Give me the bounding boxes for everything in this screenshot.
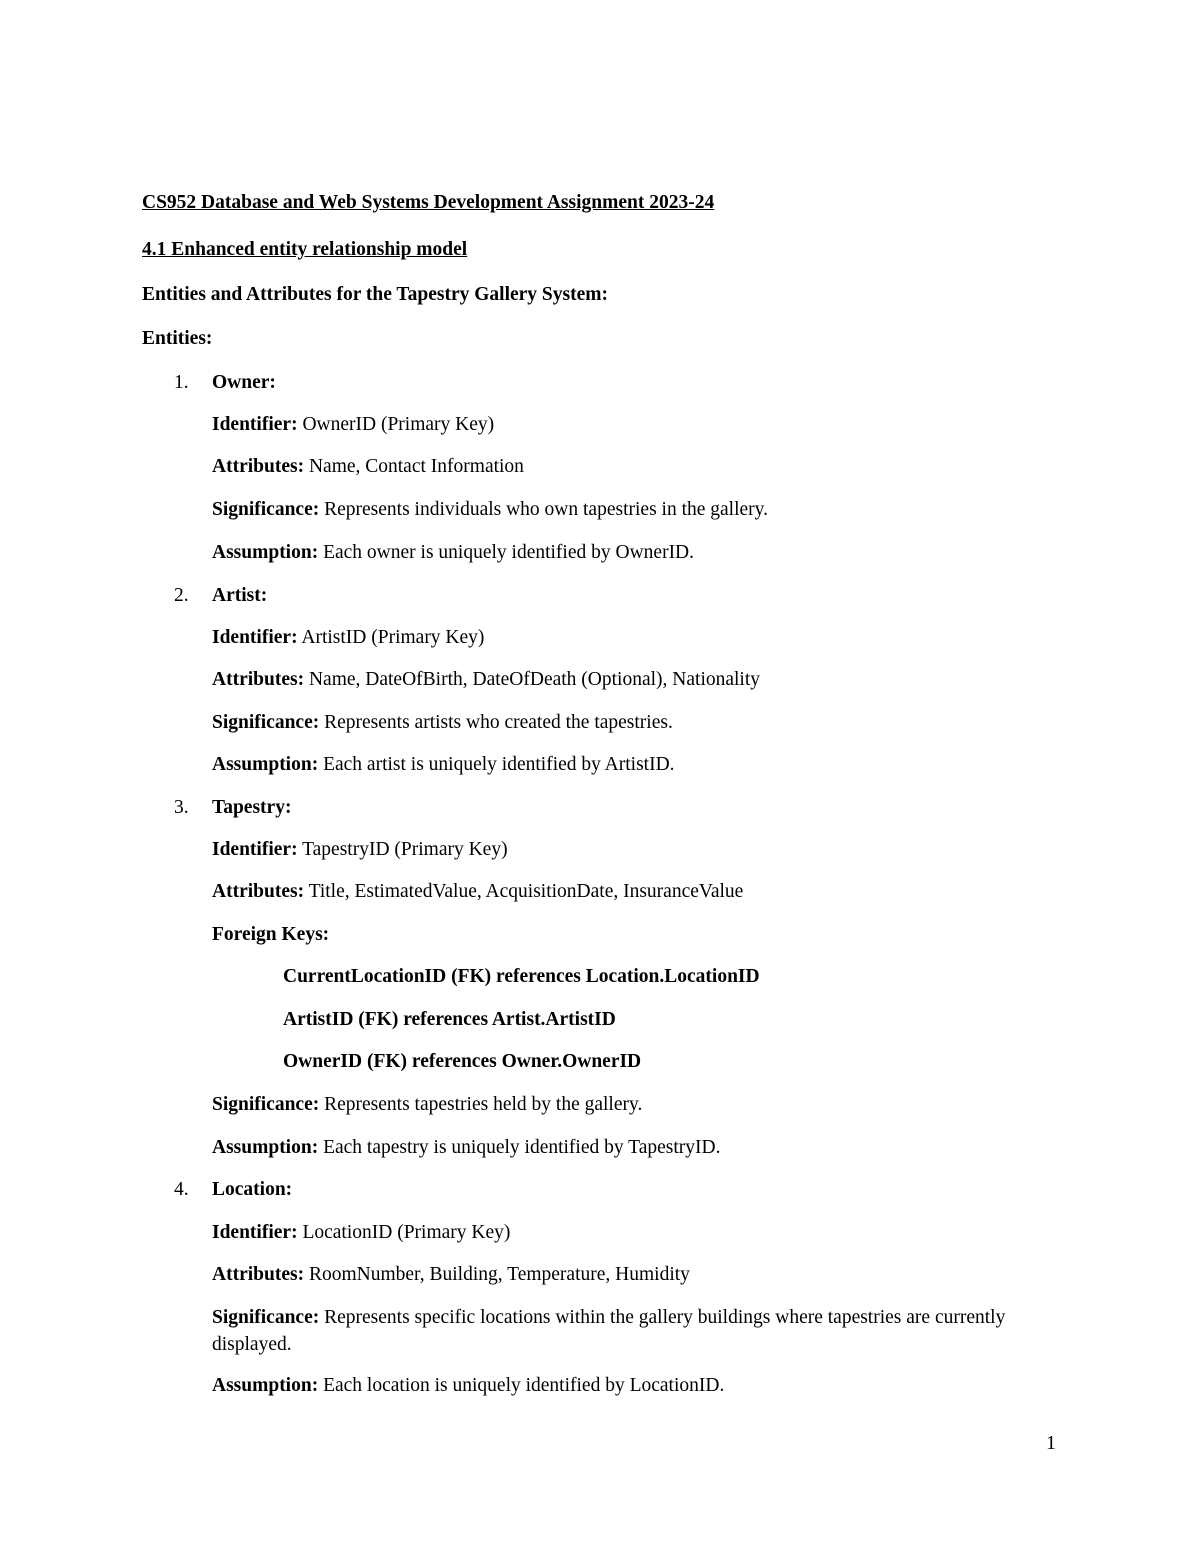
tapestry-assumption-value: Each tapestry is uniquely identified by TapestryID.	[323, 1137, 721, 1158]
owner-identifier-value: OwnerID (Primary Key)	[302, 414, 495, 435]
tapestry-identifier-value: TapestryID (Primary Key)	[302, 839, 508, 860]
artist-assumption	[212, 753, 675, 777]
assumption-label: Assumption:	[212, 754, 319, 775]
attributes-label: Attributes:	[212, 881, 305, 902]
location-identifier-value: LocationID (Primary Key)	[302, 1222, 511, 1243]
foreign-key-item: OwnerID (FK) references Owner.OwnerID	[283, 1051, 642, 1072]
owner-assumption	[212, 541, 694, 565]
tapestry-assumption	[212, 1136, 720, 1160]
significance-label: Significance:	[212, 1307, 320, 1328]
location-attributes	[212, 1263, 690, 1287]
attributes-label: Attributes:	[212, 669, 305, 690]
attributes-label: Attributes:	[212, 1264, 305, 1285]
owner-significance-value: Represents individuals who own tapestries in the gallery.	[324, 499, 769, 520]
list-number: 4.	[174, 1179, 189, 1200]
significance-label: Significance:	[212, 712, 320, 733]
location-significance-value: Represents specific locations within the gallery buildings where tapestries are currently displayed.	[212, 1307, 1006, 1355]
tapestry-significance	[212, 1093, 642, 1117]
tapestry-attributes	[212, 880, 743, 904]
document-title: CS952 Database and Web Systems Development Assignment 2023-24	[142, 192, 715, 213]
artist-identifier	[212, 626, 484, 650]
owner-significance	[212, 498, 768, 522]
assumption-label: Assumption:	[212, 542, 319, 563]
foreign-key-item: CurrentLocationID (FK) references Location.LocationID	[283, 966, 760, 987]
list-number: 1.	[174, 372, 189, 393]
location-attributes-value: RoomNumber, Building, Temperature, Humidity	[308, 1264, 690, 1285]
subheading: Entities and Attributes for the Tapestry Gallery System:	[142, 284, 609, 305]
entities-label: Entities:	[142, 328, 213, 349]
page-number: 1	[1046, 1432, 1056, 1454]
tapestry-significance-value: Represents tapestries held by the gallery.	[324, 1094, 643, 1115]
artist-identifier-value: ArtistID (Primary Key)	[301, 627, 485, 648]
owner-attributes-value: Name, Contact Information	[308, 456, 524, 477]
location-significance	[212, 1304, 1032, 1358]
entity-name-tapestry: Tapestry:	[212, 797, 292, 818]
identifier-label: Identifier:	[212, 839, 298, 860]
entity-name-location: Location:	[212, 1179, 293, 1200]
list-number: 2.	[174, 585, 189, 606]
identifier-label: Identifier:	[212, 1222, 298, 1243]
location-assumption	[212, 1374, 724, 1398]
artist-attributes	[212, 668, 760, 692]
owner-identifier	[212, 413, 494, 437]
location-identifier	[212, 1221, 510, 1245]
tapestry-identifier	[212, 838, 508, 862]
artist-assumption-value: Each artist is uniquely identified by ArtistID.	[323, 754, 675, 775]
artist-significance	[212, 711, 673, 735]
significance-label: Significance:	[212, 1094, 320, 1115]
attributes-label: Attributes:	[212, 456, 305, 477]
identifier-label: Identifier:	[212, 627, 298, 648]
identifier-label: Identifier:	[212, 414, 298, 435]
foreign-key-item: ArtistID (FK) references Artist.ArtistID	[283, 1009, 616, 1030]
location-assumption-value: Each location is uniquely identified by LocationID.	[323, 1375, 725, 1396]
assumption-label: Assumption:	[212, 1137, 319, 1158]
section-heading: 4.1 Enhanced entity relationship model	[142, 239, 468, 260]
artist-significance-value: Represents artists who created the tapestries.	[324, 712, 673, 733]
entity-name-artist: Artist:	[212, 585, 268, 606]
artist-attributes-value: Name, DateOfBirth, DateOfDeath (Optional), Nationality	[308, 669, 761, 690]
list-number: 3.	[174, 797, 189, 818]
owner-attributes	[212, 455, 524, 479]
significance-label: Significance:	[212, 499, 320, 520]
assumption-label: Assumption:	[212, 1375, 319, 1396]
owner-assumption-value: Each owner is uniquely identified by OwnerID.	[323, 542, 695, 563]
tapestry-attributes-value: Title, EstimatedValue, AcquisitionDate, InsuranceValue	[308, 881, 744, 902]
entity-name-owner: Owner:	[212, 372, 276, 393]
foreign-keys-label: Foreign Keys:	[212, 924, 330, 945]
